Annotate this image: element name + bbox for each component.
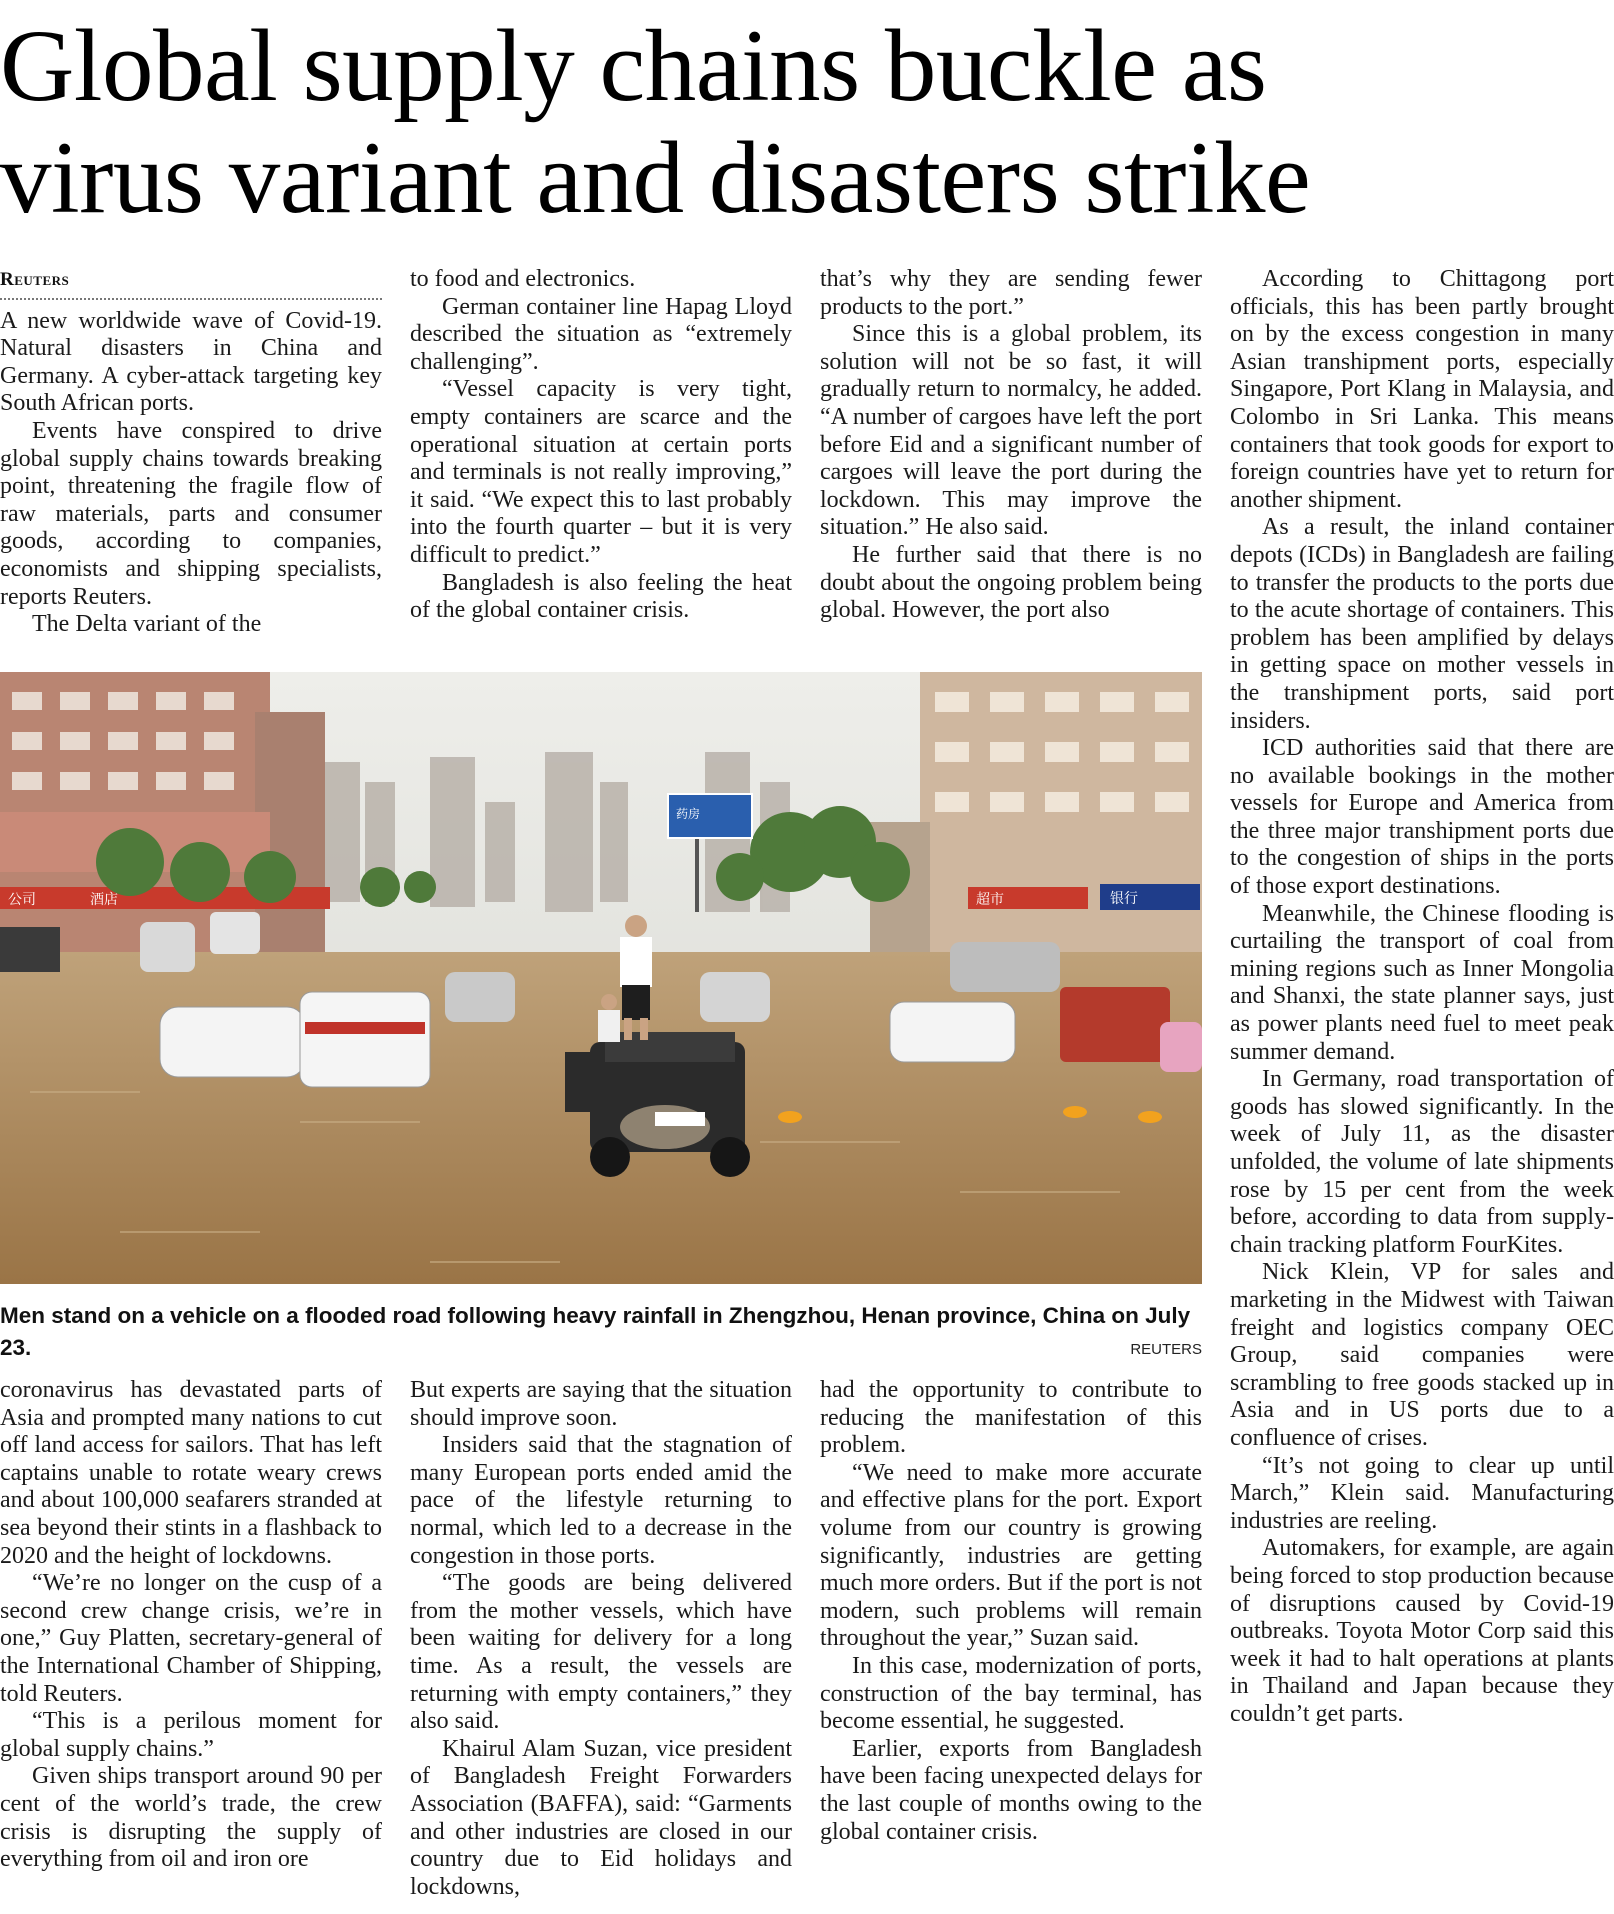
paragraph: Since this is a global problem, its solution will not be so fast, it will gradually return to normalcy, he added. “A number of cargoes have left the port before Eid and a significant number of cargoes will leave the port during the lockdown. This may improve the situation.” He also said. <box>820 321 1202 541</box>
headline-line-1: Global supply chains buckle as <box>0 9 1267 123</box>
paragraph: that’s why they are sending fewer products to the port.” <box>820 266 1202 320</box>
paragraph: Earlier, exports from Bangladesh have been facing unexpected delays for the last couple of months owing to the global container crisis. <box>820 1735 1202 1845</box>
paragraph: In this case, modernization of ports, construction of the bay terminal, has become essential, he suggested. <box>820 1652 1202 1735</box>
paragraph: The Delta variant of the <box>32 611 262 638</box>
column-1-top <box>0 266 382 652</box>
paragraph: As a result, the inland container depots (ICDs) in Bangladesh are failing to transfer the products to the ports due to the acute shortage of containers. This problem has been amplified by delays in getting space on mother vessels in the transhipment ports, said port insiders. <box>1230 514 1614 734</box>
column-4 <box>1230 266 1614 1906</box>
paragraph: Nick Klein, VP for sales and marketing in the Midwest with Taiwan freight and logistics company OEC Group, said companies were scrambling to free goods stacked up in Asia and in US ports due to a confluence of crises. <box>1230 1259 1614 1451</box>
paragraph: Events have conspired to drive global supply chains towards breaking point, threatening the fragile flow of raw materials, parts and consumer goods, according to companies, economists and shipping specialists, reports Reuters. <box>0 417 382 610</box>
column-3-bottom <box>820 1377 1202 1907</box>
byline: Reuters <box>0 266 382 300</box>
paragraph: “It’s not going to clear up until March,” Klein said. Manufacturing industries are reeling. <box>1230 1452 1614 1534</box>
paragraph: “We’re no longer on the cusp of a second crew change crisis, we’re in one,” Guy Platten, secretary-general of the International Chamber of Shipping, told Reuters. <box>0 1570 382 1707</box>
paragraph: He further said that there is no doubt about the ongoing problem being global. However, the port also <box>820 541 1202 624</box>
shop-sign-text: 超市 <box>976 892 1004 908</box>
paragraph: Khairul Alam Suzan, vice president of Bangladesh Freight Forwarders Association (BAFFA), said: “Garments and other industries are closed in our country due to Eid holidays and lockdowns, <box>410 1735 792 1900</box>
paragraph: “This is a perilous moment for global supply chains.” <box>0 1708 382 1762</box>
photo-credit: REUTERS <box>1130 1341 1202 1358</box>
headline <box>0 10 1614 234</box>
paragraph: to food and electronics. <box>410 266 636 292</box>
paragraph: Given ships transport around 90 per cent of the world’s trade, the crew crisis is disrupting the supply of everything from oil and iron ore <box>0 1763 382 1873</box>
headline-line-2: virus variant and disasters strike <box>0 121 1311 235</box>
column-2-bottom <box>410 1377 792 1907</box>
column-3-top <box>820 266 1202 652</box>
paragraph: A new worldwide wave of Covid-19. Natural disasters in China and Germany. A cyber-attack targeting key South African ports. <box>0 307 382 417</box>
paragraph: Insiders said that the stagnation of many European ports ended amid the pace of the lifestyle returning to normal, which led to a decrease in the congestion in those ports. <box>410 1432 792 1569</box>
paragraph: Automakers, for example, are again being forced to stop production because of disruptions caused by Covid-19 outbreaks. Toyota Motor Corp said this week it had to halt operations at plants in Thailand and Japan because they couldn’t get parts. <box>1230 1535 1614 1727</box>
flooded-street-illustration <box>0 672 1202 1284</box>
shop-sign-text: 银行 <box>1110 891 1138 907</box>
paragraph: “We need to make more accurate and effective plans for the port. Export volume from our country is growing significantly, industries are getting much more orders. But if the port is not modern, such problems will remain throughout the year,” Suzan said. <box>820 1459 1202 1652</box>
paragraph: ICD authorities said that there are no available bookings in the mother vessels for Europe and America from the three major transhipment ports due to the congestion of ships in the ports of those export destinations. <box>1230 735 1614 900</box>
paragraph: coronavirus has devastated parts of Asia and prompted many nations to cut off land access for sailors. That has left captains unable to rotate weary crews and about 100,000 seafarers stranded at sea beyond their stints in a flashback to 2020 and the height of lockdowns. <box>0 1377 382 1569</box>
paragraph: In Germany, road transportation of goods has slowed significantly. In the week of July 11, as the disaster unfolded, the volume of late shipments rose by 15 per cent from the week before, according to data from supply-chain tracking platform FourKites. <box>1230 1066 1614 1258</box>
paragraph: But experts are saying that the situation should improve soon. <box>410 1377 792 1431</box>
road-sign-text: 药房 <box>676 807 701 821</box>
paragraph: had the opportunity to contribute to reducing the manifestation of this problem. <box>820 1377 1202 1459</box>
paragraph: Bangladesh is also feeling the heat of the global container crisis. <box>410 569 792 624</box>
paragraph: “Vessel capacity is very tight, empty containers are scarce and the operational situation at certain ports and terminals is not really improving,” it said. “We expect this to last probably into the fourth quarter – but it is very difficult to predict.” <box>410 376 792 568</box>
paragraph: Meanwhile, the Chinese flooding is curtailing the transport of coal from mining regions such as Inner Mongolia and Shanxi, the state planner says, just as power plants need fuel to meet peak summer demand. <box>1230 900 1614 1065</box>
paragraph: German container line Hapag Lloyd described the situation as “extremely challenging”. <box>410 293 792 375</box>
photo-caption: Men stand on a vehicle on a flooded road following heavy rainfall in Zhengzhou, Henan province, China on July 23. <box>0 1303 1191 1360</box>
shop-sign-text: 公司 <box>8 892 36 908</box>
paragraph: “The goods are being delivered from the mother vessels, which have been waiting for delivery for a long time. As a result, the vessels are returning with empty containers,” they also said. <box>410 1570 792 1735</box>
column-1-bottom <box>0 1377 382 1907</box>
shop-sign-text: 酒店 <box>90 892 118 908</box>
flood-photo <box>0 672 1202 1284</box>
paragraph: According to Chittagong port officials, this has been partly brought on by the excess congestion in many Asian transhipment ports, especially Singapore, Port Klang in Malaysia, and Colombo in Sri Lanka. This means containers that took goods for export to foreign countries have yet to return for another shipment. <box>1230 266 1614 513</box>
column-2-top <box>410 266 792 652</box>
